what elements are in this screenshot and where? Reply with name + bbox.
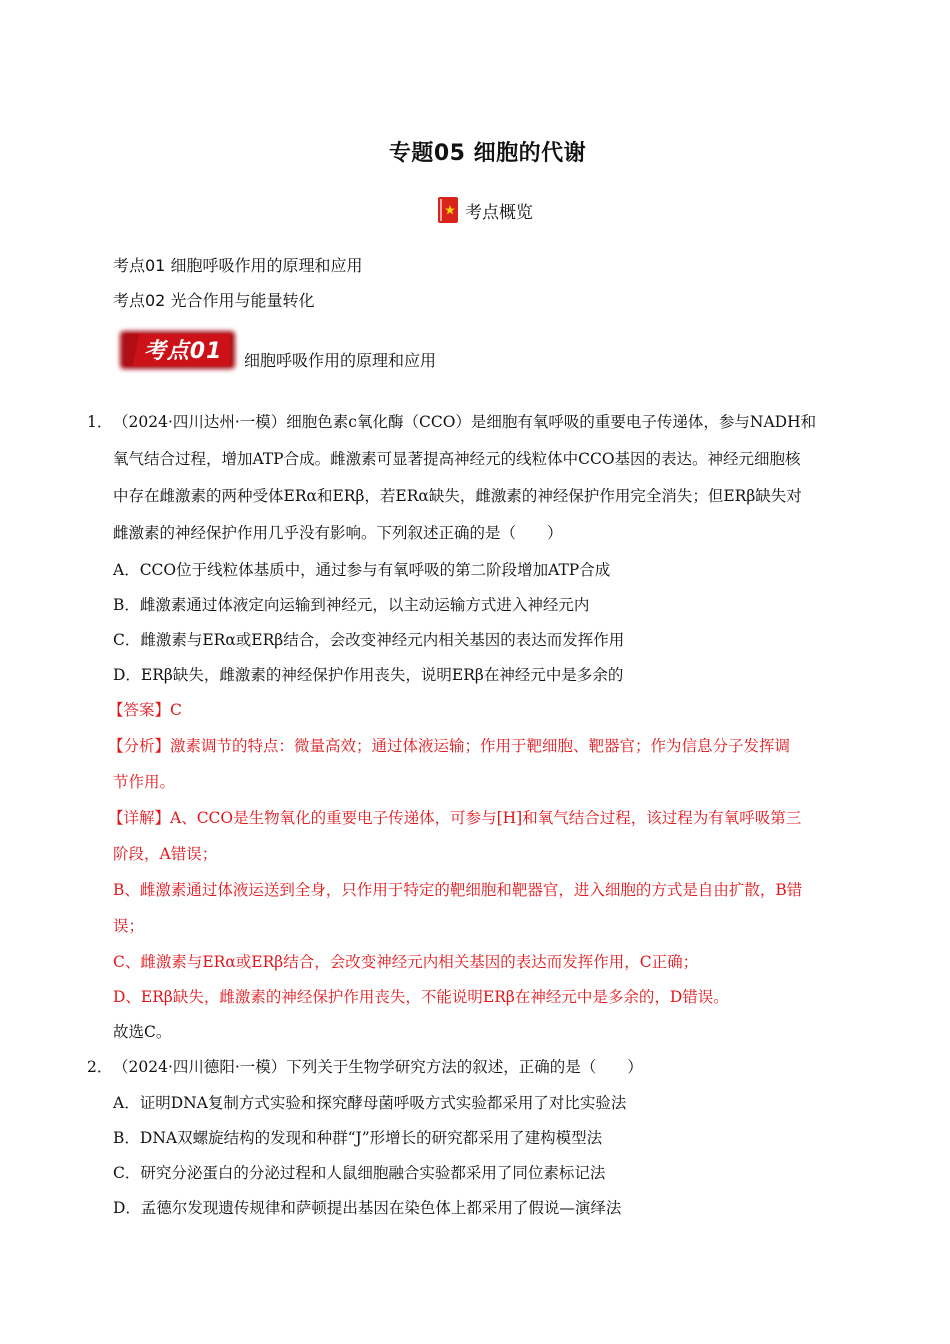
section-title: 细胞呼吸作用的原理和应用 [244, 351, 437, 370]
overview-label: 考点概览 [465, 202, 533, 223]
question-1-stem-line-4: 雌激素的神经保护作用几乎没有影响。下列叙述正确的是（ ） [113, 524, 563, 542]
page-title: 专题05 细胞的代谢 [388, 141, 587, 166]
question-1-detail-line-4: 误； [113, 917, 145, 935]
question-1-number: 1． [87, 413, 113, 431]
question-2-option-a: A．证明DNA复制方式实验和探究酵母菌呼吸方式实验都采用了对比实验法 [113, 1094, 627, 1112]
book-icon [437, 196, 459, 224]
question-1-stem-line-2: 氧气结合过程，增加ATP合成。雌激素可显著提高神经元的线粒体中CCO基因的表达。神经元细胞核 [113, 450, 801, 468]
question-1-stem-line-3: 中存在雌激素的两种受体ERα和ERβ，若ERα缺失，雌激素的神经保护作用完全消失；但ERβ缺失对 [113, 487, 802, 505]
question-1-option-a: A．CCO位于线粒体基质中，通过参与有氧呼吸的第二阶段增加ATP合成 [113, 561, 611, 579]
section-badge [115, 325, 240, 375]
question-2-option-d: D．孟德尔发现遗传规律和萨顿提出基因在染色体上都采用了假说—演绎法 [113, 1199, 622, 1217]
kaodian-item-1: 考点01 细胞呼吸作用的原理和应用 [113, 256, 363, 275]
section-badge-label: 考点01 [143, 339, 223, 364]
question-1-stem-line-1: （2024·四川达州·一模）细胞色素c氧化酶（CCO）是细胞有氧呼吸的重要电子传递体，参与NADH和 [113, 413, 817, 431]
question-1-detail-line-5: C、雌激素与ERα或ERβ结合，会改变神经元内相关基因的表达而发挥作用，C正确； [113, 953, 699, 971]
question-1-option-b: B．雌激素通过体液定向运输到神经元，以主动运输方式进入神经元内 [113, 596, 590, 614]
question-2-option-c: C．研究分泌蛋白的分泌过程和人鼠细胞融合实验都采用了同位素标记法 [113, 1164, 606, 1182]
question-1-option-d: D．ERβ缺失，雌激素的神经保护作用丧失，说明ERβ在神经元中是多余的 [113, 666, 624, 684]
question-2-number: 2． [87, 1058, 113, 1076]
question-1-option-c: C．雌激素与ERα或ERβ结合，会改变神经元内相关基因的表达而发挥作用 [113, 631, 625, 649]
question-1-detail-line-3: B、雌激素通过体液运送到全身，只作用于特定的靶细胞和靶器官，进入细胞的方式是自由扩散，B错 [113, 881, 803, 899]
question-1-detail-line-2: 阶段，A错误； [113, 845, 218, 863]
question-1-analysis-line-1: 【分析】激素调节的特点：微量高效；通过体液运输；作用于靶细胞、靶器官；作为信息分子发挥调 [108, 737, 791, 755]
question-2-stem: （2024·四川德阳·一模）下列关于生物学研究方法的叙述，正确的是（ ） [113, 1058, 643, 1076]
question-1-answer: 【答案】C [108, 701, 182, 719]
question-2-option-b: B．DNA双螺旋结构的发现和种群“J”形增长的研究都采用了建构模型法 [113, 1129, 603, 1147]
question-1-analysis-line-2: 节作用。 [113, 773, 176, 791]
question-1-detail-line-6: D、ERβ缺失，雌激素的神经保护作用丧失，不能说明ERβ在神经元中是多余的，D错误。 [113, 988, 729, 1006]
overview-header [437, 196, 533, 224]
question-1-conclusion: 故选C。 [113, 1023, 172, 1041]
kaodian-item-2: 考点02 光合作用与能量转化 [113, 291, 315, 310]
question-1-detail-line-1: 【详解】A、CCO是生物氧化的重要电子传递体，可参与[H]和氧气结合过程，该过程为有氧呼吸第三 [108, 809, 802, 827]
